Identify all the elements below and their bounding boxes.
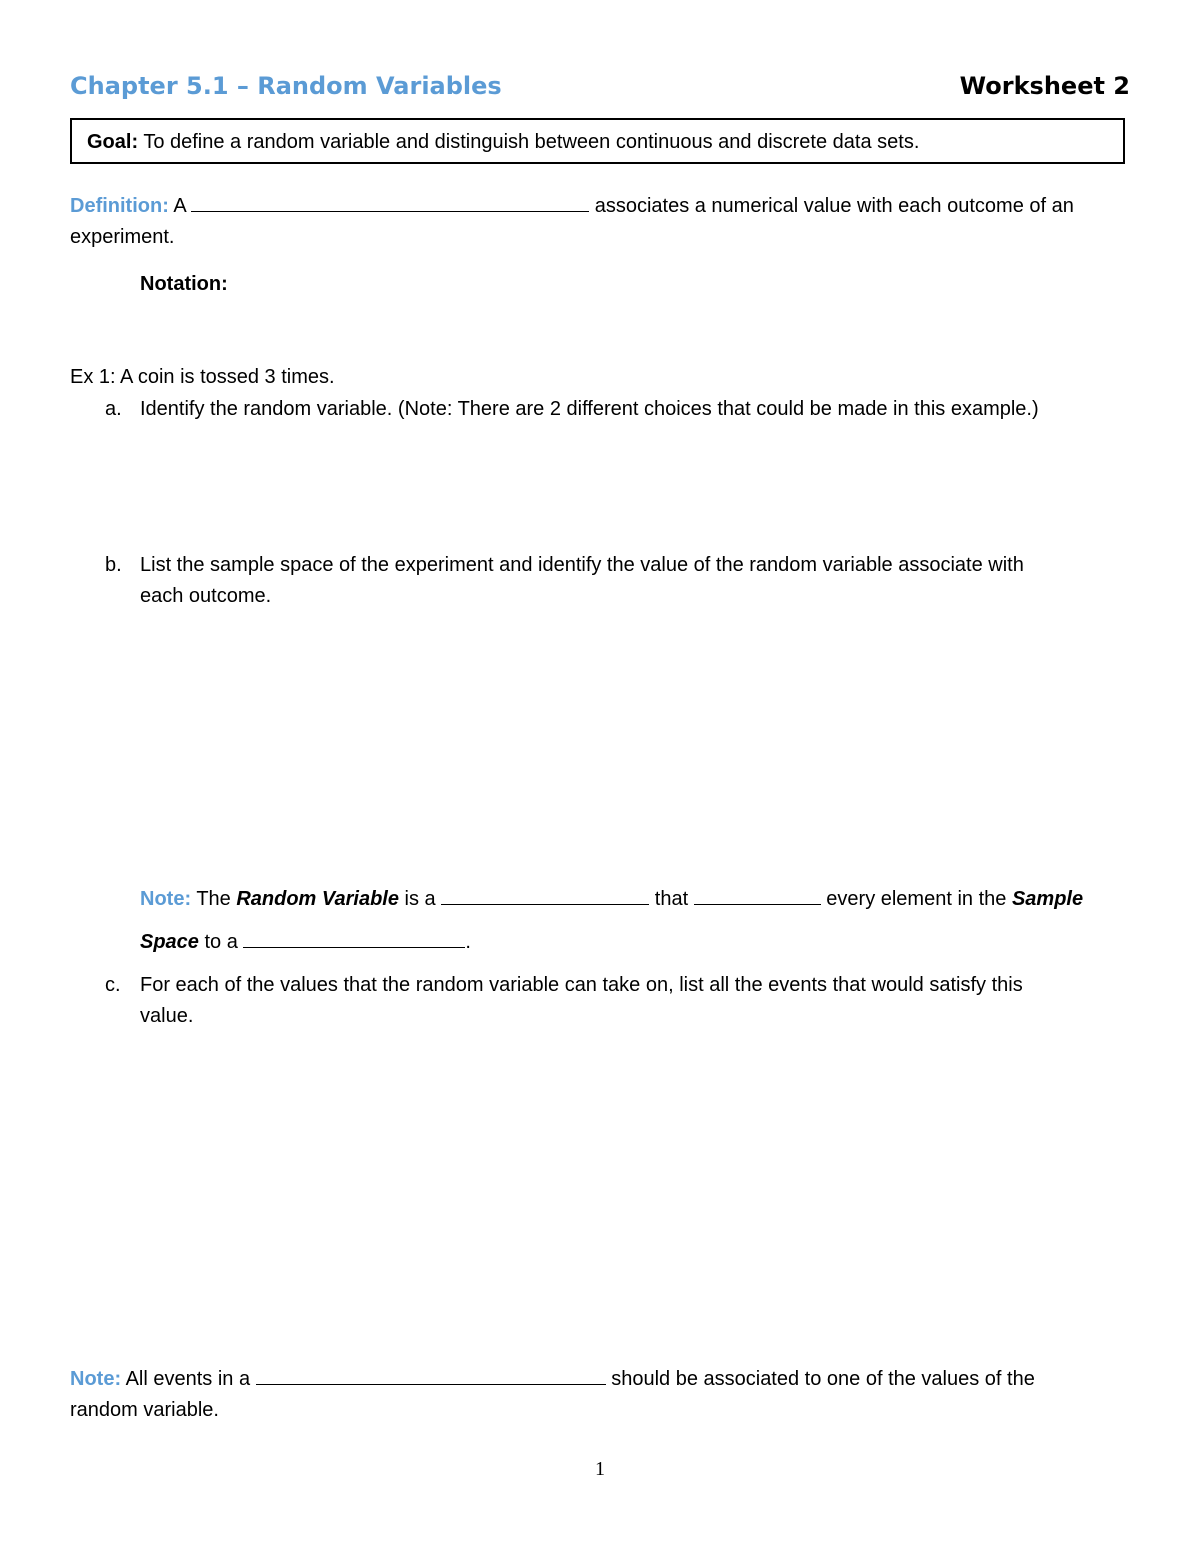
note-b-label: Note: xyxy=(140,888,192,910)
note-b-t5: every element in the xyxy=(826,888,1007,910)
definition-after: associates a numerical value with each outcome of an xyxy=(594,195,1074,217)
note-b-line-2 xyxy=(140,929,471,955)
definition-before: A xyxy=(173,195,186,217)
final-note-line-2: random variable. xyxy=(70,1399,219,1421)
goal-text: To define a random variable and distinguish between continuous and discrete data sets. xyxy=(143,131,920,153)
example-1-label: Ex 1: xyxy=(70,366,116,388)
definition-line-2: experiment. xyxy=(70,226,175,248)
part-a-text: Identify the random variable. (Note: There are 2 different choices that could be made in this example.) xyxy=(140,398,1039,420)
part-c-text-line-1: For each of the values that the random variable can take on, list all the events that would satisfy this xyxy=(140,974,1023,996)
example-1-text: A coin is tossed 3 times. xyxy=(120,366,335,388)
note-b-period: . xyxy=(465,931,471,953)
note-b-sample: Sample xyxy=(1011,888,1084,910)
note-b-t3: is a xyxy=(404,888,436,910)
definition-blank[interactable] xyxy=(191,193,589,212)
note-b-t8: to a xyxy=(204,931,238,953)
note-b-t1: The xyxy=(196,888,231,910)
note-b-t4: that xyxy=(654,888,689,910)
part-b-text-line-1: List the sample space of the experiment and identify the value of the random variable associate with xyxy=(140,554,1024,576)
page-number: 1 xyxy=(595,1458,605,1480)
final-note-before: All events in a xyxy=(125,1368,251,1390)
note-b-blank-3[interactable] xyxy=(243,929,465,948)
goal-box xyxy=(70,118,1125,164)
final-note-blank[interactable] xyxy=(256,1366,606,1385)
definition-label: Definition: xyxy=(70,195,169,217)
part-b-marker: b. xyxy=(105,554,122,576)
goal-text-line xyxy=(87,129,919,155)
note-b-line-1 xyxy=(140,886,1083,912)
example-1-heading xyxy=(70,364,335,390)
notation-label: Notation: xyxy=(140,273,228,295)
note-b-blank-1[interactable] xyxy=(441,886,649,905)
final-note-label: Note: xyxy=(70,1368,122,1390)
chapter-title: Chapter 5.1 – Random Variables xyxy=(70,72,502,100)
worksheet-label: Worksheet 2 xyxy=(959,72,1130,100)
goal-label: Goal: xyxy=(87,131,139,153)
part-c-marker: c. xyxy=(105,974,121,996)
part-a-marker: a. xyxy=(105,398,122,420)
note-b-blank-2[interactable] xyxy=(694,886,821,905)
final-note-line-1 xyxy=(70,1366,1035,1392)
definition-line-1 xyxy=(70,193,1074,219)
part-b-text-line-2: each outcome. xyxy=(140,585,272,607)
part-c-text-line-2: value. xyxy=(140,1005,194,1027)
note-b-space: Space xyxy=(140,931,199,953)
note-b-random-variable: Random Variable xyxy=(236,888,399,910)
final-note-after: should be associated to one of the values of the xyxy=(611,1368,1035,1390)
